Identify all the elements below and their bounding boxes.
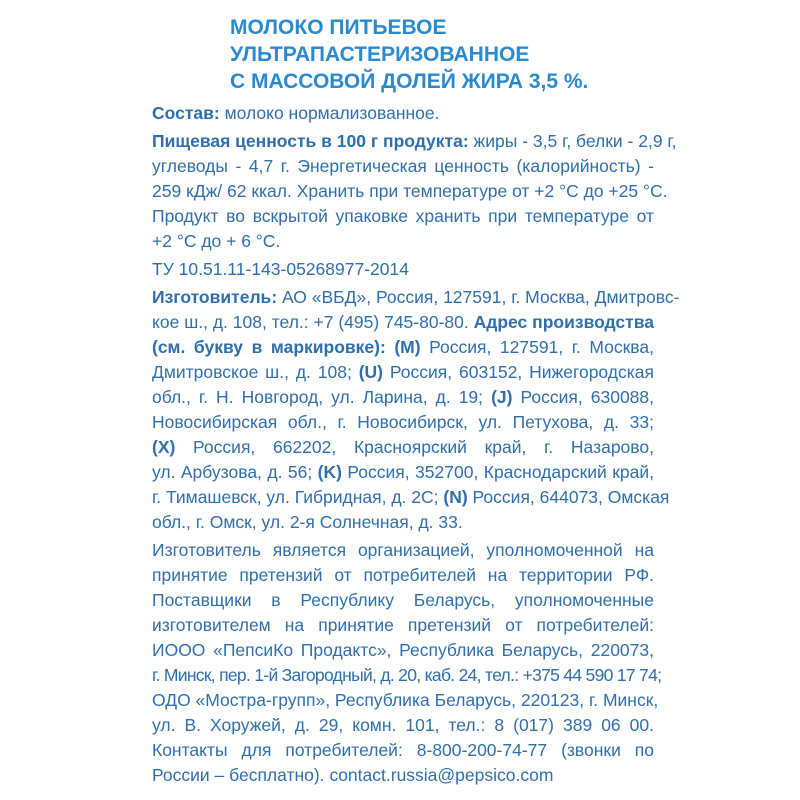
plant-code: (N) [443,487,468,507]
nutrition-line: углеводы - 4,7 г. Энергетическая ценность (калорийность) - [152,156,654,176]
plant-code: (X) [152,437,176,457]
plant-code: (J) [491,387,513,407]
composition-label: Состав: [152,103,220,123]
plant-code: (K) [317,462,342,482]
claims-block: Изготовитель является организацией, уполномоченной на принятие претензий от потребителей на территории РФ. Поставщики в Республику Беларусь, уполномоченные изготовителем на принятие претензий от потребителей: ИООО «ПепсиКо Продактс», Республика Беларусь, 220073, г. Минск, пер. 1-й Загородный, д. 20, каб. 24, тел.: +375 44 590 17 74; ОДО «Мостра-групп», Республика Беларусь, 220123, г. Минск, ул. В. Хоружей, д. 29, комн. 101, тел.: 8 (017) 389 06 00. Контакты для потребителей: 8-800-200-74-77 (звонки по России – бесплатно). contact.russia@pepsico.com [152,540,662,785]
title-line: МОЛОКО ПИТЬЕВОЕ [230,16,447,39]
title-line: УЛЬТРАПАСТЕРИЗОВАННОЕ [230,43,530,66]
nutrition-label: Пищевая ценность в 100 г продукта: [152,131,469,151]
product-title [230,14,790,95]
tu-line: ТУ 10.51.11-143-05268977-2014 [152,259,409,279]
nutrition-line: Продукт во вскрытой упаковке хранить при температуре от [152,206,654,226]
manufacturer-label: Изготовитель: [152,287,278,307]
production-address-label: Адрес производства [473,312,654,332]
plant-code: (M) [385,337,421,357]
composition-value: молоко нормализованное. [219,103,440,123]
title-line: С МАССОВОЙ ДОЛЕЙ ЖИРА 3,5 %. [230,70,589,93]
nutrition-block: Пищевая ценность в 100 г продукта: жиры - 3,5 г, белки - 2,9 г, углеводы - 4,7 г. Энергетическая ценность (калорийность) - 259 кДж/ 62 ккал. Хранить при температуре от +2 °С до +25 °С. Продукт во вскрытой упаковке хранить при температуре от +2 °С до + 6 °С. [152,129,654,254]
nutrition-line: +2 °С до + 6 °С. [152,231,281,251]
plant-code: (U) [358,362,383,382]
manufacturer-block: Изготовитель: АО «ВБД», Россия, 127591, г. Москва, Дмитровс- кое ш., д. 108, тел.: +7 (495) 745-80-80. Адрес производства (см. букву в маркировке): (M) Россия, 127591, г. Москва, Дмитровское ш., д. 108; (U) Россия, 603152, Нижегородская обл., г. Н. Новгород, ул. Ларина, д. 19; (J) Россия, 630088, Новосибирская обл., г. Новосибирск, ул. Петухова, д. 33; (X) Россия, 662202, Красноярский край, г. Назарово, ул. Арбузова, д. 56; (K) Россия, 352700, Краснодарский край, г. Тимашевск, ул. Гибридная, д. 2С; (N) Россия, 644073, Омская обл., г. Омск, ул. 2-я Солнечная, д. 33. [152,287,680,532]
label-text [152,101,680,791]
composition [152,101,654,126]
nutrition-line: 259 кДж/ 62 ккал. Хранить при температуре от +2 °С до +25 °С. [152,181,668,201]
